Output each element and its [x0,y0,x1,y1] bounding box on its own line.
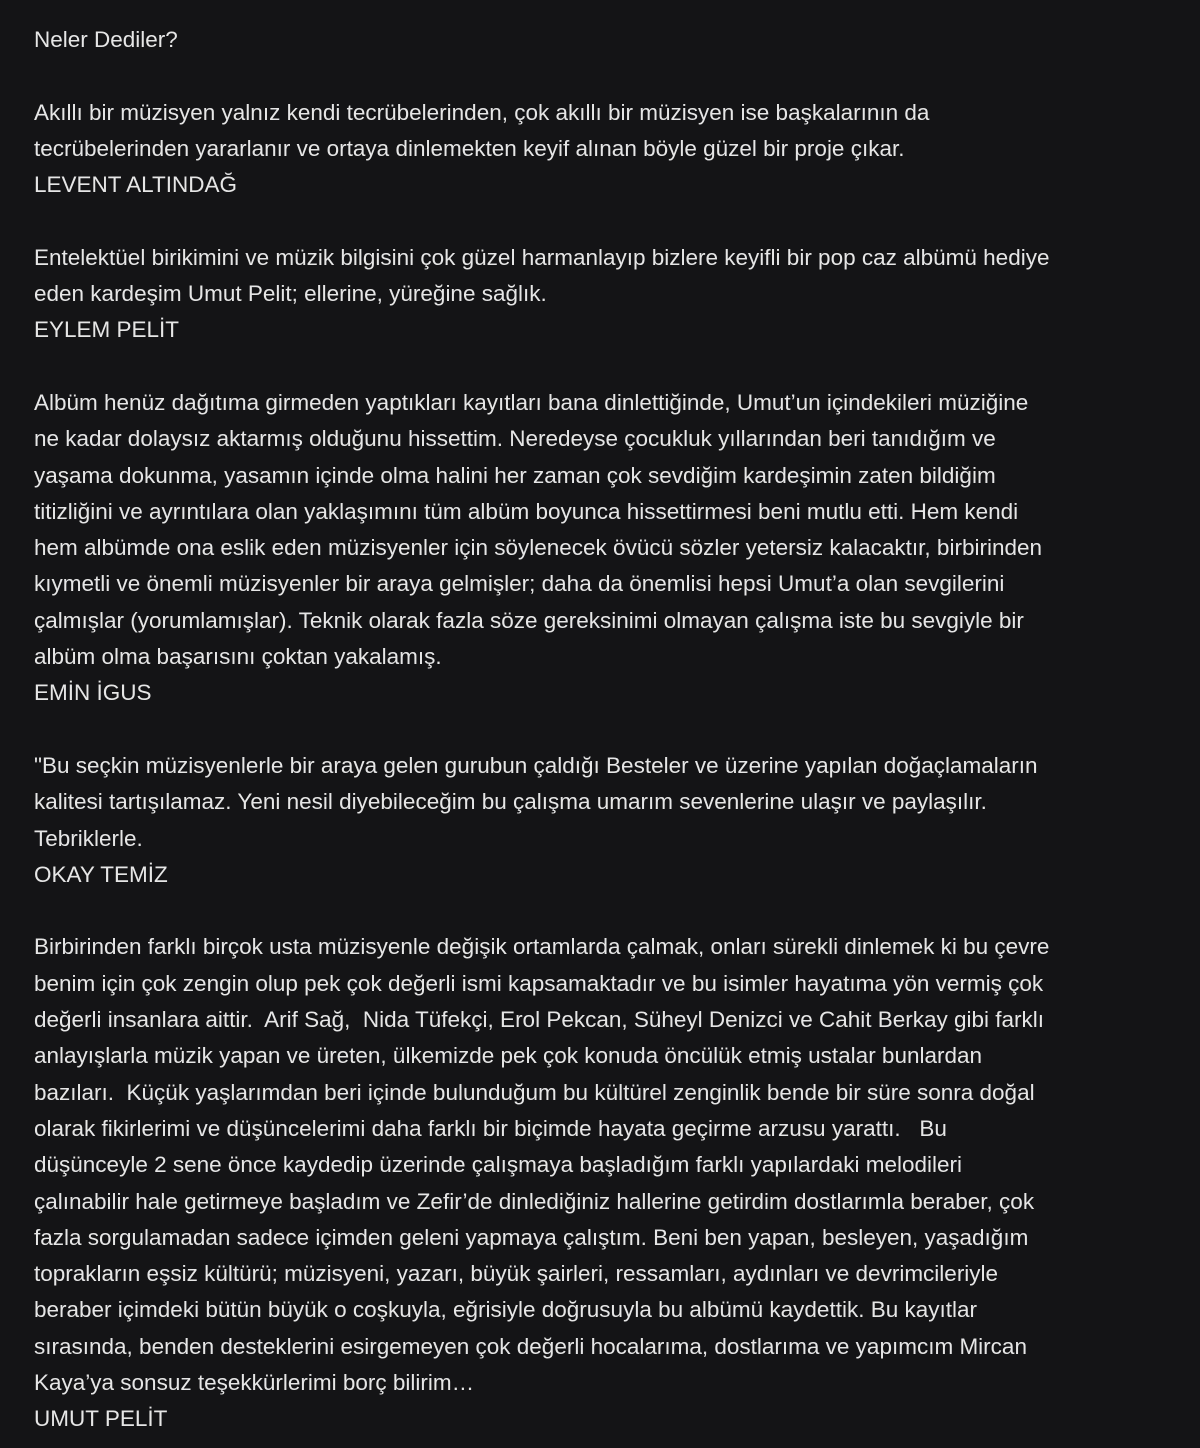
page-heading: Neler Dediler? [34,27,178,52]
quote-text-line: titizliğini ve ayrıntılara olan yaklaşımını tüm albüm boyunca hissettirmesi beni mutlu etti. Hem kendi [34,498,1019,524]
quote-text-line: Kaya’ya sonsuz teşekkürlerimi borç bilirim… [34,1369,475,1395]
quote-text-line: yaşama dokunma, yasamın içinde olma halini her zaman çok sevdiğim kardeşimin zaten bildiğim [34,462,996,488]
quote-text-line: fazla sorgulamadan sadece içimden geleni yapmaya çalıştım. Beni ben yapan, besleyen, yaşadığım [34,1224,1029,1250]
quote-author: EMİN İGUS [34,680,152,706]
testimonial-quote [34,385,1172,712]
quote-text-line: hem albümde ona eslik eden müzisyenler için söylenecek övücü sözler yetersiz kalacaktır, birbirinden [34,535,1042,561]
quote-text-line: toprakların eşsiz kültürü; müzisyeni, yazarı, büyük şairleri, ressamları, aydınları ve devrimcileriyle [34,1261,999,1287]
quote-text-line: tecrübelerinden yararlanır ve ortaya dinlemekten keyif alınan böyle güzel bir proje çıkar. [34,135,905,161]
testimonial-quote [34,748,1172,893]
quote-text-line: Entelektüel birikimini ve müzik bilgisini çok güzel harmanlayıp bizlere keyifli bir pop caz albümü hediye [34,244,1050,270]
quote-text-line: Albüm henüz dağıtıma girmeden yaptıkları kayıtları bana dinlettiğinde, Umut’un içindekileri müziğine [34,389,1029,415]
quote-text-line: kalitesi tartışılamaz. Yeni nesil diyebileceğim bu çalışma umarım sevenlerine ulaşır ve paylaşılır. [34,789,987,815]
quote-text-line: düşünceyle 2 sene önce kaydedip üzerinde çalışmaya başladığım farklı yapılardaki melodileri [34,1152,963,1178]
quote-text-line: ne kadar dolaysız aktarmış olduğunu hissettim. Neredeyse çocukluk yıllarından beri tanıdığım ve [34,426,996,452]
quote-text-line: değerli insanlara aittir. Arif Sağ, Nida Tüfekçi, Erol Pekcan, Süheyl Denizci ve Cahit Berkay gibi farklı [34,1007,1045,1033]
quote-author: EYLEM PELİT [34,317,180,343]
quote-author: UMUT PELİT [34,1406,168,1432]
testimonial-quote [34,929,1172,1437]
quote-text-line: Tebriklerle. [34,825,143,851]
quote-text-line: olarak fikirlerimi ve düşüncelerimi daha farklı bir biçimde hayata geçirme arzusu yarattı. Bu [34,1115,947,1141]
quote-text-line: çalmışlar (yorumlamışlar). Teknik olarak fazla söze gereksinimi olmayan çalışma iste bu sevgiyle bir [34,607,1024,633]
quote-author: LEVENT ALTINDAĞ [34,172,237,198]
quote-text-line: sırasında, benden desteklerini esirgemeyen çok değerli hocalarıma, dostlarıma ve yapımcım Mircan [34,1333,1027,1359]
quote-text-line: Birbirinden farklı birçok usta müzisyenle değişik ortamlarda çalmak, onları sürekli dinlemek ki bu çevre [34,934,1050,960]
testimonial-quote [34,95,1172,204]
quote-text-line: beraber içimdeki bütün büyük o coşkuyla, eğrisiyle doğrusuyla bu albümü kaydettik. Bu kayıtlar [34,1297,977,1323]
quote-text-line: albüm olma başarısını çoktan yakalamış. [34,644,442,670]
quote-text-line: bazıları. Küçük yaşlarımdan beri içinde bulunduğum bu kültürel zenginlik bende bir süre sonra doğal [34,1079,1035,1105]
quote-text-line: benim için çok zengin olup pek çok değerli ismi kapsamaktadır ve bu isimler hayatıma yön vermiş çok [34,970,1044,996]
testimonial-quote [34,240,1172,349]
quote-author: OKAY TEMİZ [34,861,168,887]
quote-text-line: eden kardeşim Umut Pelit; ellerine, yüreğine sağlık. [34,281,547,307]
quotes-list [34,95,1172,1438]
quote-text-line: "Bu seçkin müzisyenlerle bir araya gelen gurubun çaldığı Besteler ve üzerine yapılan doğaçlamaların [34,752,1038,778]
quote-text-line: kıymetli ve önemli müzisyenler bir araya gelmişler; daha da önemlisi hepsi Umut’a olan sevgilerini [34,571,1005,597]
quote-text-line: Akıllı bir müzisyen yalnız kendi tecrübelerinden, çok akıllı bir müzisyen ise başkalarının da [34,99,930,125]
quote-text-line: anlayışlarla müzik yapan ve üreten, ülkemizde pek çok konuda öncülük etmiş ustalar bunlardan [34,1043,983,1069]
quote-text-line: çalınabilir hale getirmeye başladım ve Zefir’de dinlediğiniz hallerine getirdim dostlarımla beraber, çok [34,1188,1035,1214]
